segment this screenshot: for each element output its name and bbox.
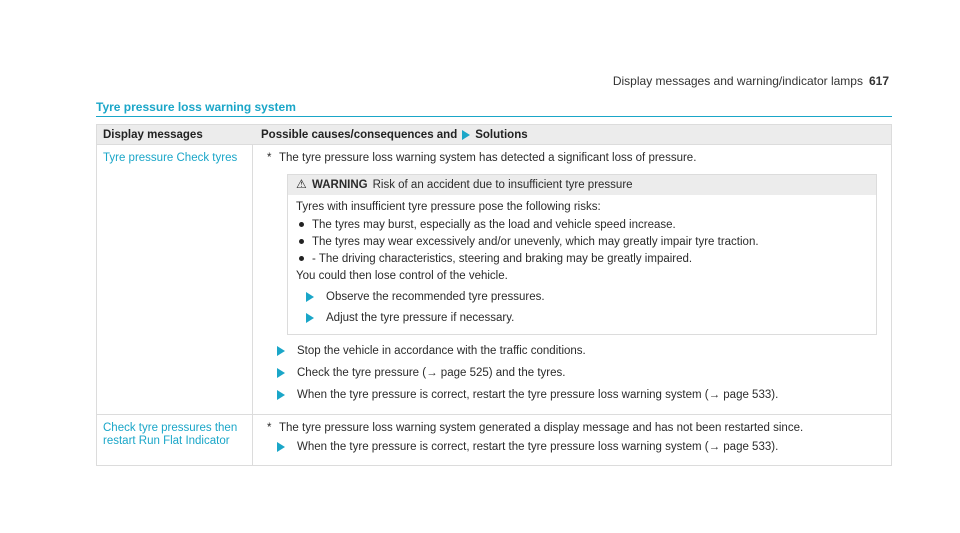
header-causes-solutions	[253, 129, 891, 141]
bullet-icon	[299, 239, 304, 244]
bullet-icon	[299, 222, 304, 227]
display-message: Check tyre pressures then restart Run Flat Indicator	[97, 415, 253, 465]
action-arrow-icon	[306, 313, 314, 323]
warning-subtitle: Risk of an accident due to insufficient tyre pressure	[372, 179, 633, 191]
list-item	[296, 218, 868, 232]
action-arrow-icon	[277, 368, 285, 378]
action-text: Stop the vehicle in accordance with the traffic conditions.	[297, 345, 586, 357]
warning-body	[288, 195, 876, 334]
messages-table	[96, 124, 892, 466]
cause-line	[267, 421, 883, 435]
action-text: When the tyre pressure is correct, restart the tyre pressure loss warning system (→ page 533).	[297, 441, 779, 453]
cause-text: The tyre pressure loss warning system generated a display message and has not been restarted since.	[279, 422, 804, 434]
header-display-messages: Display messages	[103, 128, 203, 141]
asterisk-icon: *	[267, 422, 272, 434]
running-header-text: Display messages and warning/indicator lamps	[612, 74, 863, 88]
bullet-icon	[299, 256, 304, 261]
action-arrow-icon	[277, 442, 285, 452]
warning-outro: You could then lose control of the vehicle.	[296, 270, 508, 282]
action-text: Check the tyre pressure (→ page 525) and the tyres.	[297, 367, 566, 379]
action-step	[296, 290, 868, 304]
action-step	[267, 366, 883, 380]
header-causes-text: Possible causes/consequences and	[261, 128, 458, 141]
action-arrow-icon	[462, 130, 470, 140]
running-header	[613, 74, 889, 88]
action-step	[267, 344, 883, 358]
action-arrow-icon	[306, 292, 314, 302]
bullet-text: The tyres may wear excessively and/or unevenly, which may greatly impair tyre traction.	[312, 236, 759, 248]
list-item	[296, 235, 868, 249]
action-arrow-icon	[277, 346, 285, 356]
table-header	[97, 125, 891, 144]
causes-solutions-cell	[253, 415, 891, 465]
action-text: Adjust the tyre pressure if necessary.	[326, 312, 515, 324]
causes-solutions-cell	[253, 145, 891, 414]
display-message: Tyre pressure Check tyres	[97, 145, 253, 414]
action-arrow-icon	[277, 390, 285, 400]
warning-intro: Tyres with insufficient tyre pressure pose the following risks:	[296, 201, 601, 213]
table-row	[97, 414, 891, 465]
warning-header	[288, 175, 876, 195]
action-text: Observe the recommended tyre pressures.	[326, 291, 545, 303]
solution-steps	[267, 344, 883, 402]
warning-title: WARNING	[312, 179, 368, 191]
action-step	[296, 311, 868, 325]
asterisk-icon: *	[267, 152, 272, 164]
bullet-text: The tyres may burst, especially as the load and vehicle speed increase.	[312, 219, 676, 231]
page-number: 617	[868, 74, 889, 88]
cause-text: The tyre pressure loss warning system has detected a significant loss of pressure.	[279, 152, 697, 164]
cause-line	[267, 151, 883, 165]
list-item	[296, 252, 868, 266]
header-solutions-text: Solutions	[475, 128, 528, 141]
warning-box	[287, 174, 877, 335]
section-title: Tyre pressure loss warning system	[96, 100, 296, 114]
warning-triangle-icon: ⚠	[296, 177, 307, 191]
bullet-text: - The driving characteristics, steering and braking may be greatly impaired.	[312, 253, 693, 265]
action-text: When the tyre pressure is correct, restart the tyre pressure loss warning system (→ page 533).	[297, 389, 779, 401]
title-rule	[96, 116, 892, 117]
action-step	[267, 388, 883, 402]
table-row	[97, 144, 891, 414]
action-step	[267, 440, 883, 454]
